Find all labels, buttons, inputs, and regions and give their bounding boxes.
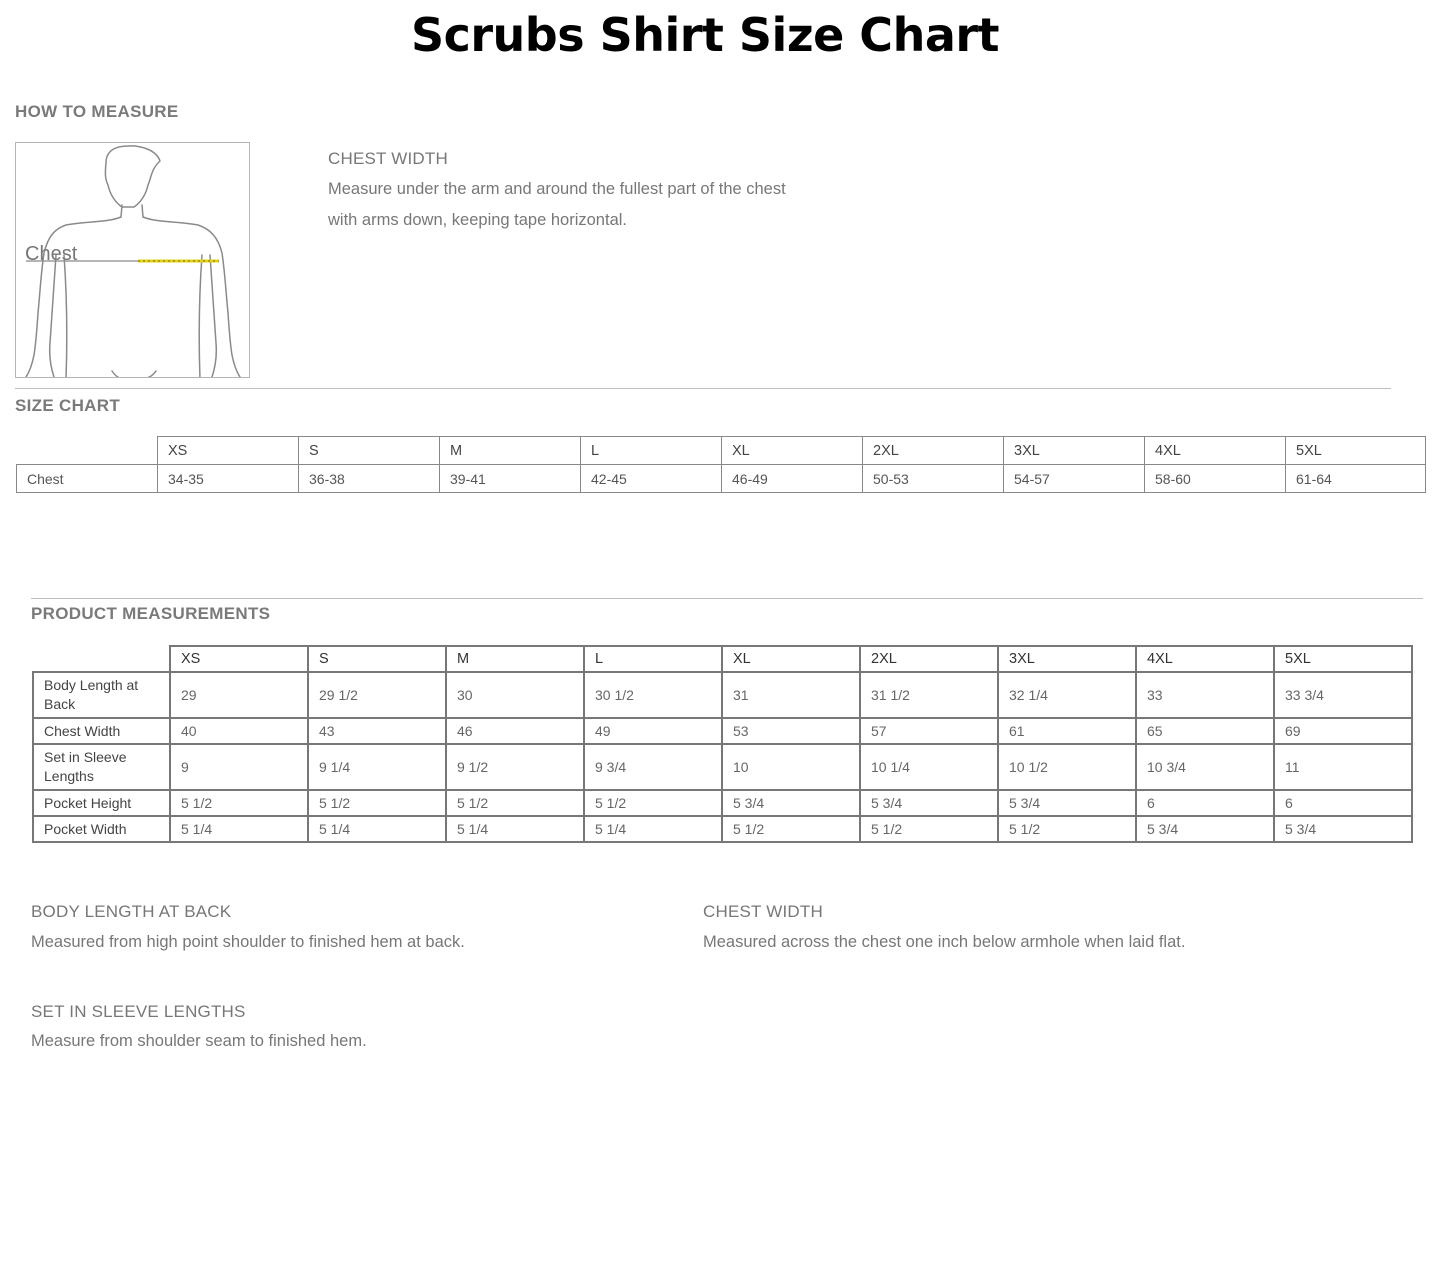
table-cell: 6	[1136, 790, 1274, 816]
table-cell: 61-64	[1286, 465, 1426, 493]
size-header: 4XL	[1136, 646, 1274, 672]
table-cell: 49	[584, 718, 722, 744]
table-cell: 33	[1136, 672, 1274, 718]
table-cell: 54-57	[1004, 465, 1145, 493]
measurements-corner	[33, 646, 170, 672]
row-label-line1: Body Length at	[44, 677, 139, 693]
size-header: 3XL	[1004, 437, 1145, 465]
table-cell: 9	[170, 744, 308, 790]
row-label: Chest Width	[33, 718, 170, 744]
size-header: L	[581, 437, 722, 465]
measure-figure	[15, 142, 250, 378]
table-cell: 5 1/4	[308, 816, 446, 842]
table-cell: 30	[446, 672, 584, 718]
table-cell: 5 3/4	[860, 790, 998, 816]
table-row	[33, 816, 1412, 842]
size-header: XL	[722, 646, 860, 672]
table-cell: 10 1/4	[860, 744, 998, 790]
table-cell: 36-38	[299, 465, 440, 493]
page-title: Scrubs Shirt Size Chart	[410, 8, 1000, 62]
table-cell: 5 1/4	[446, 816, 584, 842]
table-cell: 61	[998, 718, 1136, 744]
chest-width-line1: Measure under the arm and around the fullest part of the chest	[328, 180, 786, 198]
table-cell: 58-60	[1145, 465, 1286, 493]
table-cell: 5 3/4	[722, 790, 860, 816]
table-cell: 9 1/2	[446, 744, 584, 790]
table-cell: 10 1/2	[998, 744, 1136, 790]
table-cell: 10	[722, 744, 860, 790]
table-cell: 5 1/4	[584, 816, 722, 842]
table-cell: 6	[1274, 790, 1412, 816]
table-cell: 29 1/2	[308, 672, 446, 718]
table-cell: 5 1/2	[308, 790, 446, 816]
size-header: L	[584, 646, 722, 672]
size-header: 5XL	[1274, 646, 1412, 672]
size-header: XS	[170, 646, 308, 672]
chest-width-title: CHEST WIDTH	[328, 149, 448, 168]
figure-chest-label: Chest	[25, 243, 78, 265]
table-row	[17, 465, 1426, 493]
sleeve-note-title: SET IN SLEEVE LENGTHS	[31, 1002, 246, 1021]
chest-width-note-title: CHEST WIDTH	[703, 902, 823, 921]
table-cell: 30 1/2	[584, 672, 722, 718]
size-chart-heading: SIZE CHART	[15, 396, 120, 415]
table-cell: 5 1/4	[170, 816, 308, 842]
table-cell: 5 1/2	[170, 790, 308, 816]
divider	[15, 388, 1391, 389]
table-row	[33, 744, 1412, 790]
row-label	[33, 744, 170, 790]
table-cell: 5 3/4	[998, 790, 1136, 816]
table-cell: 39-41	[440, 465, 581, 493]
table-cell: 31 1/2	[860, 672, 998, 718]
table-cell: 69	[1274, 718, 1412, 744]
size-chart-header-row	[17, 437, 1426, 465]
table-cell: 29	[170, 672, 308, 718]
size-header: 2XL	[863, 437, 1004, 465]
table-cell: 5 1/2	[446, 790, 584, 816]
size-header: 4XL	[1145, 437, 1286, 465]
table-cell: 9 3/4	[584, 744, 722, 790]
size-header: 3XL	[998, 646, 1136, 672]
table-cell: 5 1/2	[860, 816, 998, 842]
table-cell: 50-53	[863, 465, 1004, 493]
table-cell: 46-49	[722, 465, 863, 493]
row-label: Chest	[17, 465, 158, 493]
table-cell: 5 1/2	[722, 816, 860, 842]
row-label-line1: Set in Sleeve	[44, 749, 127, 765]
table-cell: 11	[1274, 744, 1412, 790]
size-header: XS	[158, 437, 299, 465]
how-to-measure-heading: HOW TO MEASURE	[15, 102, 179, 121]
table-cell: 33 3/4	[1274, 672, 1412, 718]
size-header: M	[446, 646, 584, 672]
table-cell: 53	[722, 718, 860, 744]
body-length-note-text: Measured from high point shoulder to finished hem at back.	[31, 933, 465, 951]
product-measurements-heading: PRODUCT MEASUREMENTS	[31, 604, 271, 623]
table-cell: 42-45	[581, 465, 722, 493]
product-measurements-table	[32, 645, 1413, 843]
table-cell: 10 3/4	[1136, 744, 1274, 790]
row-label: Pocket Width	[33, 816, 170, 842]
table-cell: 40	[170, 718, 308, 744]
table-cell: 5 3/4	[1274, 816, 1412, 842]
chest-width-line2: with arms down, keeping tape horizontal.	[328, 211, 627, 229]
size-header: 2XL	[860, 646, 998, 672]
size-header: XL	[722, 437, 863, 465]
size-header: 5XL	[1286, 437, 1426, 465]
divider	[31, 598, 1423, 599]
table-cell: 32 1/4	[998, 672, 1136, 718]
chest-width-note-text: Measured across the chest one inch below armhole when laid flat.	[703, 933, 1186, 951]
row-label-line2: Back	[44, 696, 76, 712]
table-row	[33, 718, 1412, 744]
sleeve-note-text: Measure from shoulder seam to finished hem.	[31, 1032, 367, 1050]
size-header: S	[299, 437, 440, 465]
row-label: Pocket Height	[33, 790, 170, 816]
table-row	[33, 672, 1412, 718]
row-label	[33, 672, 170, 718]
table-cell: 43	[308, 718, 446, 744]
table-cell: 5 1/2	[584, 790, 722, 816]
size-header: M	[440, 437, 581, 465]
table-cell: 5 1/2	[998, 816, 1136, 842]
table-cell: 57	[860, 718, 998, 744]
table-cell: 65	[1136, 718, 1274, 744]
table-cell: 9 1/4	[308, 744, 446, 790]
body-length-note-title: BODY LENGTH AT BACK	[31, 902, 232, 921]
size-chart-corner	[17, 437, 158, 465]
table-cell: 34-35	[158, 465, 299, 493]
table-cell: 31	[722, 672, 860, 718]
size-header: S	[308, 646, 446, 672]
row-label-line2: Lengths	[44, 768, 94, 784]
table-row	[33, 790, 1412, 816]
table-cell: 46	[446, 718, 584, 744]
size-chart-table	[16, 436, 1426, 493]
measurements-header-row	[33, 646, 1412, 672]
table-cell: 5 3/4	[1136, 816, 1274, 842]
